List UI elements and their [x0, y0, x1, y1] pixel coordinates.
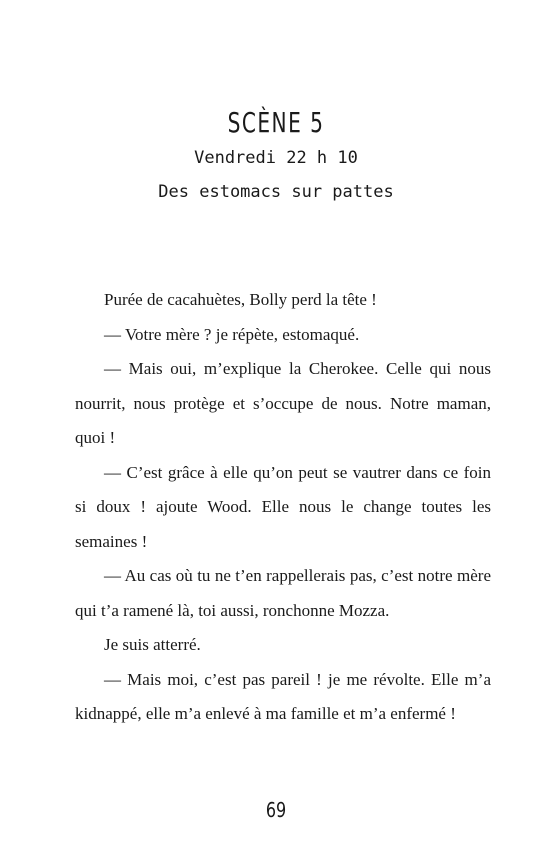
page-number: 69 — [265, 798, 287, 822]
scene-title: SCÈNE 5 — [227, 106, 325, 139]
paragraph: — Votre mère ? je répète, estomaqué. — [104, 324, 360, 344]
scene-subtitle: Des estomacs sur pattes — [158, 182, 394, 202]
paragraph: Je suis atterré. — [104, 635, 201, 654]
paragraph: — Mais oui, m’explique la Cherokee. Celle qui nous nourrit, nous protège et s’occupe de nous. Notre maman, quoi ! — [75, 359, 491, 447]
paragraph: Purée de cacahuètes, Bolly perd la tête ! — [104, 290, 377, 309]
body-text — [75, 283, 491, 732]
paragraph: — Au cas où tu ne t’en rappellerais pas, c’est notre mère qui t’a ramené là, toi aussi, ronchonne Mozza. — [75, 566, 491, 620]
paragraph: — Mais moi, c’est pas pareil ! je me révolte. Elle m’a kidnappé, elle m’a enlevé à ma famille et m’a enfermé ! — [75, 669, 491, 723]
scene-time: Vendredi 22 h 10 — [194, 148, 358, 168]
paragraph: — C’est grâce à elle qu’on peut se vautrer dans ce foin si doux ! ajoute Wood. Elle nous le change toutes les semaines ! — [75, 462, 491, 551]
